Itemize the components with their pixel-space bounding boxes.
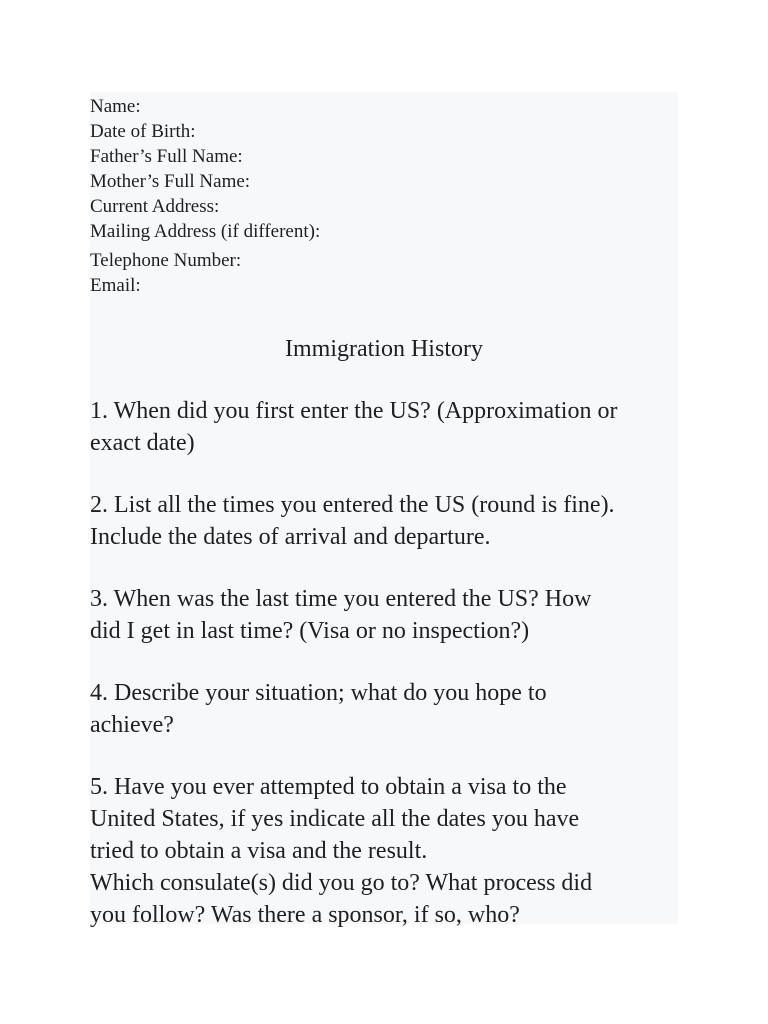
- question-line: 5. Have you ever attempted to obtain a visa to the: [90, 774, 567, 800]
- question-line: did I get in last time? (Visa or no inspection?): [90, 618, 530, 644]
- question-line: achieve?: [90, 712, 174, 738]
- field-name-label: Name:: [90, 96, 141, 117]
- question-line: 1. When did you first enter the US? (Approximation or: [90, 398, 618, 424]
- question-line: tried to obtain a visa and the result.: [90, 838, 428, 864]
- questionnaire-text-block: [90, 92, 678, 928]
- field-mothers-name-label: Mother’s Full Name:: [90, 171, 251, 192]
- question-5: [90, 771, 678, 931]
- question-line: 2. List all the times you entered the US (round is fine).: [90, 492, 615, 518]
- field-fathers-name-label: Father’s Full Name:: [90, 146, 243, 167]
- question-line: you follow? Was there a sponsor, if so, who?: [90, 902, 520, 928]
- question-3: [90, 583, 678, 647]
- question-2: [90, 489, 678, 553]
- question-line: 4. Describe your situation; what do you hope to: [90, 680, 547, 706]
- question-line: 3. When was the last time you entered the US? How: [90, 586, 592, 612]
- field-current-address-label: Current Address:: [90, 196, 220, 217]
- section-title: Immigration History: [285, 336, 483, 362]
- question-line: United States, if yes indicate all the dates you have: [90, 806, 580, 832]
- question-line: Include the dates of arrival and departure.: [90, 524, 491, 550]
- field-telephone-label: Telephone Number:: [90, 250, 242, 271]
- question-line: exact date): [90, 430, 195, 456]
- question-1: [90, 395, 678, 459]
- field-date-of-birth-label: Date of Birth:: [90, 121, 196, 142]
- question-4: [90, 677, 678, 741]
- field-email-label: Email:: [90, 275, 141, 296]
- personal-info-fields: [90, 94, 320, 298]
- field-mailing-address-label: Mailing Address (if different):: [90, 221, 321, 242]
- question-line: Which consulate(s) did you go to? What process did: [90, 870, 593, 896]
